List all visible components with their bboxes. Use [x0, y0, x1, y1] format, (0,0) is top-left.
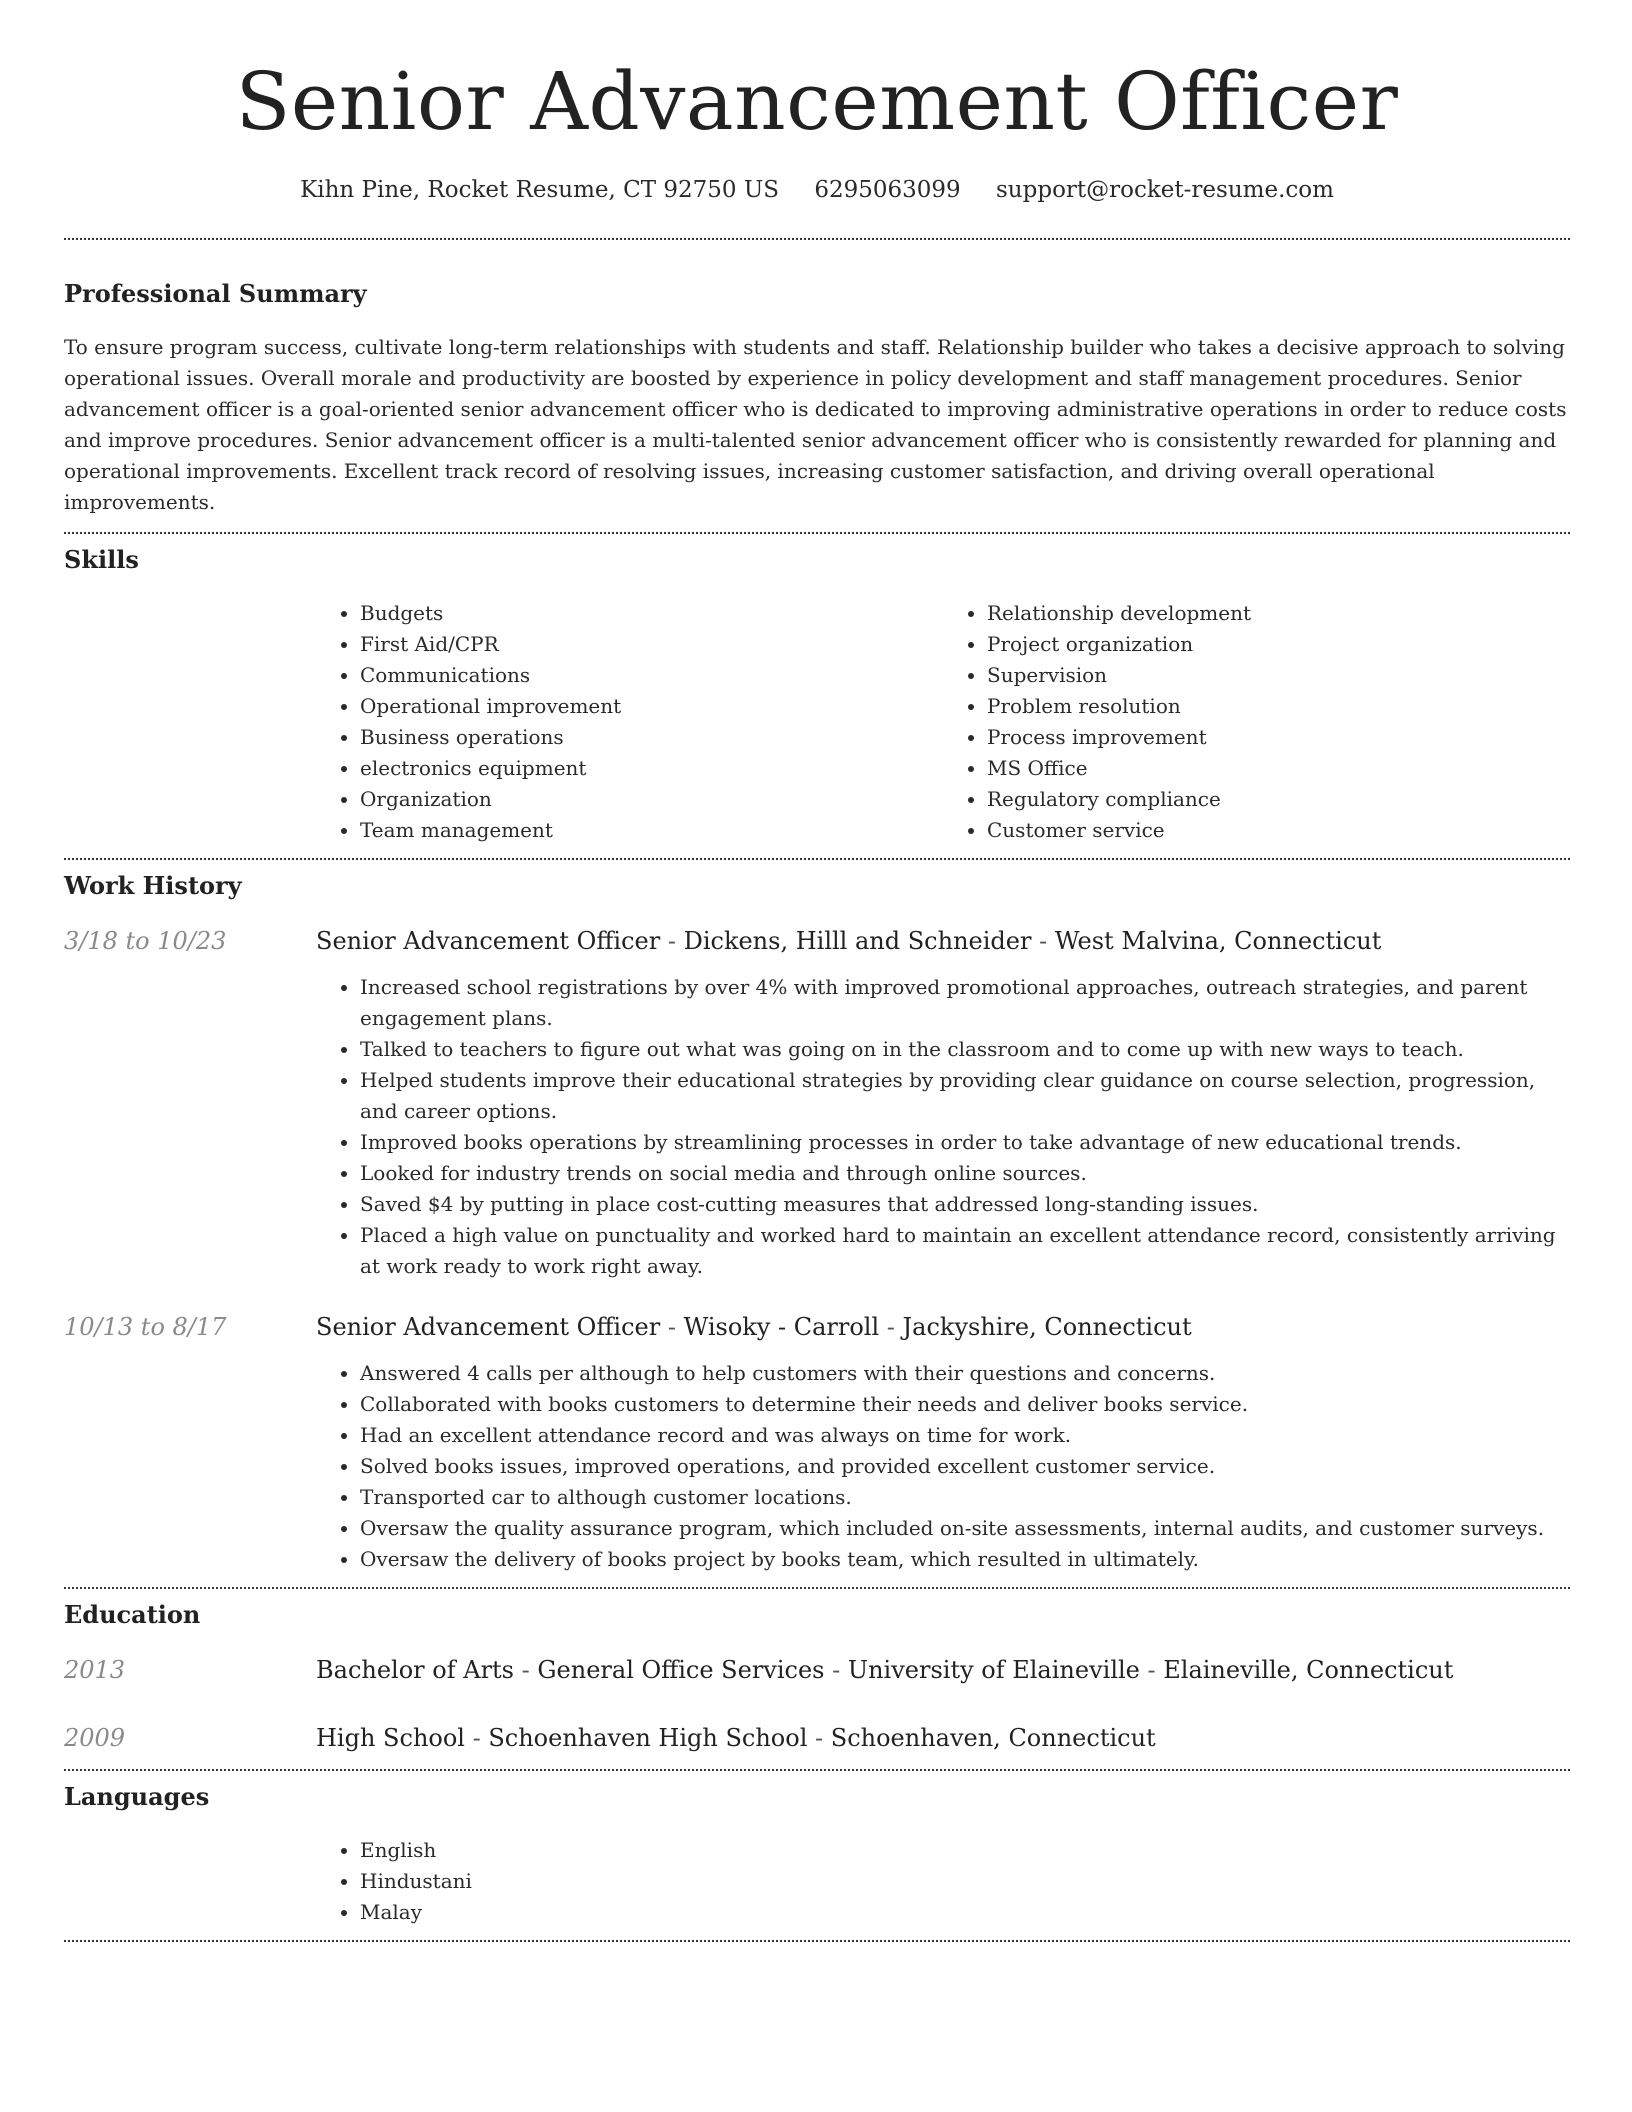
skill-item: • Regulatory compliance — [987, 784, 1570, 815]
job-bullets — [316, 1358, 1570, 1575]
education-heading: Bachelor of Arts - General Office Services - University of Elaineville - Elaineville, Connecticut — [316, 1656, 1454, 1684]
language-item: • Hindustani — [360, 1866, 1570, 1897]
job-heading-row — [64, 924, 1570, 958]
job-bullet: • Oversaw the quality assurance program, which included on-site assessments, internal audits, and customer surveys. — [360, 1513, 1570, 1544]
job-bullet: • Saved $4 by putting in place cost-cutting measures that addressed long-standing issues. — [360, 1189, 1570, 1220]
contact-line — [64, 174, 1570, 206]
skills-grid — [316, 598, 1570, 846]
job-bullet: • Solved books issues, improved operations, and provided excellent customer service. — [360, 1451, 1570, 1482]
resume-page — [64, 0, 1570, 1942]
job-role: Senior Advancement Officer — [316, 927, 661, 955]
job-bullet: • Helped students improve their educational strategies by providing clear guidance on course selection, progression, and career options. — [360, 1065, 1570, 1127]
skill-item: • MS Office — [987, 753, 1570, 784]
job-heading: Senior Advancement Officer - Dickens, Hilll and Schneider - West Malvina, Connecticut — [316, 927, 1382, 955]
job-bullet: • Oversaw the delivery of books project by books team, which resulted in ultimately. — [360, 1544, 1570, 1575]
education-school: University of Elaineville — [847, 1656, 1140, 1684]
language-item: • English — [360, 1835, 1570, 1866]
job-dates: 10/13 to 8/17 — [64, 1313, 227, 1341]
job-location: West Malvina, Connecticut — [1054, 927, 1382, 955]
education-degree: Bachelor of Arts — [316, 1656, 514, 1684]
job-bullet: • Placed a high value on punctuality and worked hard to maintain an excellent attendance record, consistently arriving at work ready to work right away. — [360, 1220, 1570, 1282]
education-degree: High School — [316, 1724, 465, 1752]
job-dates: 3/18 to 10/23 — [64, 927, 227, 955]
education-title: Education — [64, 1600, 201, 1629]
education-heading: High School - Schoenhaven High School - Schoenhaven, Connecticut — [316, 1724, 1156, 1752]
job-company: Wisoky - Carroll — [683, 1313, 880, 1341]
education-location: Schoenhaven, Connecticut — [830, 1724, 1156, 1752]
languages-section — [64, 1771, 1570, 1928]
skill-item: • Supervision — [987, 660, 1570, 691]
job-role: Senior Advancement Officer — [316, 1313, 661, 1341]
skill-item: • Project organization — [987, 629, 1570, 660]
education-location: Elaineville, Connecticut — [1163, 1656, 1454, 1684]
language-item: • Malay — [360, 1897, 1570, 1928]
skill-item: • electronics equipment — [360, 753, 943, 784]
education-entry — [64, 1721, 1570, 1755]
job-bullet: • Looked for industry trends on social media and through online sources. — [360, 1158, 1570, 1189]
skill-item: • First Aid/CPR — [360, 629, 943, 660]
education-section — [64, 1589, 1570, 1755]
skill-item: • Customer service — [987, 815, 1570, 846]
candidate-name: Senior Advancement Officer — [235, 55, 1399, 148]
resume-header — [64, 0, 1570, 206]
education-school: Schoenhaven High School — [488, 1724, 808, 1752]
skills-section — [64, 534, 1570, 846]
summary-section — [64, 240, 1570, 518]
contact-address: Kihn Pine, Rocket Resume, CT 92750 US — [300, 177, 780, 203]
skill-item: • Communications — [360, 660, 943, 691]
skill-item: • Relationship development — [987, 598, 1570, 629]
work-section — [64, 860, 1570, 1575]
job-entry — [64, 1310, 1570, 1575]
work-title: Work History — [64, 871, 242, 900]
skill-item: • Operational improvement — [360, 691, 943, 722]
languages-list — [316, 1835, 1570, 1928]
skills-list-left — [316, 598, 943, 846]
job-bullet: • Had an excellent attendance record and was always on time for work. — [360, 1420, 1570, 1451]
skills-title: Skills — [64, 545, 139, 574]
contact-email: support@rocket-resume.com — [996, 177, 1334, 203]
skill-item: • Process improvement — [987, 722, 1570, 753]
education-year: 2013 — [64, 1656, 126, 1684]
job-bullet: • Answered 4 calls per although to help customers with their questions and concerns. — [360, 1358, 1570, 1389]
education-field: General Office Services — [537, 1656, 825, 1684]
skills-list-right — [943, 598, 1570, 846]
job-location: Jackyshire, Connecticut — [902, 1313, 1192, 1341]
job-bullet: • Transported car to although customer locations. — [360, 1482, 1570, 1513]
summary-text: To ensure program success, cultivate long-term relationships with students and staff. Relationship builder who takes a decisive approach to solving operational issues. Overall morale and productivity are boosted by experience in policy development and staff management procedures. Senior advancement officer is a goal-oriented senior advancement officer who is dedicated to improving administrative operations in order to reduce costs and improve procedures. Senior advancement officer is a multi-talented senior advancement officer who is consistently rewarded for planning and operational improvements. Excellent track record of resolving issues, increasing customer satisfaction, and driving overall operational improvements. — [64, 335, 1567, 514]
skill-item: • Team management — [360, 815, 943, 846]
job-bullet: • Talked to teachers to figure out what was going on in the classroom and to come up with new ways to teach. — [360, 1034, 1570, 1065]
job-bullet: • Collaborated with books customers to determine their needs and deliver books service. — [360, 1389, 1570, 1420]
job-bullet: • Increased school registrations by over 4% with improved promotional approaches, outreach strategies, and parent engagement plans. — [360, 972, 1570, 1034]
job-company: Dickens, Hilll and Schneider — [683, 927, 1032, 955]
summary-title: Professional Summary — [64, 279, 367, 308]
languages-title: Languages — [64, 1782, 210, 1811]
contact-phone: 6295063099 — [814, 177, 961, 203]
job-heading: Senior Advancement Officer - Wisoky - Carroll - Jackyshire, Connecticut — [316, 1313, 1192, 1341]
education-year: 2009 — [64, 1724, 126, 1752]
section-divider — [64, 1940, 1570, 1942]
job-heading-row — [64, 1310, 1570, 1344]
skill-item: • Business operations — [360, 722, 943, 753]
education-entry — [64, 1653, 1570, 1687]
skill-item: • Organization — [360, 784, 943, 815]
skill-item: • Budgets — [360, 598, 943, 629]
job-entry — [64, 924, 1570, 1282]
skill-item: • Problem resolution — [987, 691, 1570, 722]
job-bullets — [316, 972, 1570, 1282]
job-bullet: • Improved books operations by streamlining processes in order to take advantage of new educational trends. — [360, 1127, 1570, 1158]
